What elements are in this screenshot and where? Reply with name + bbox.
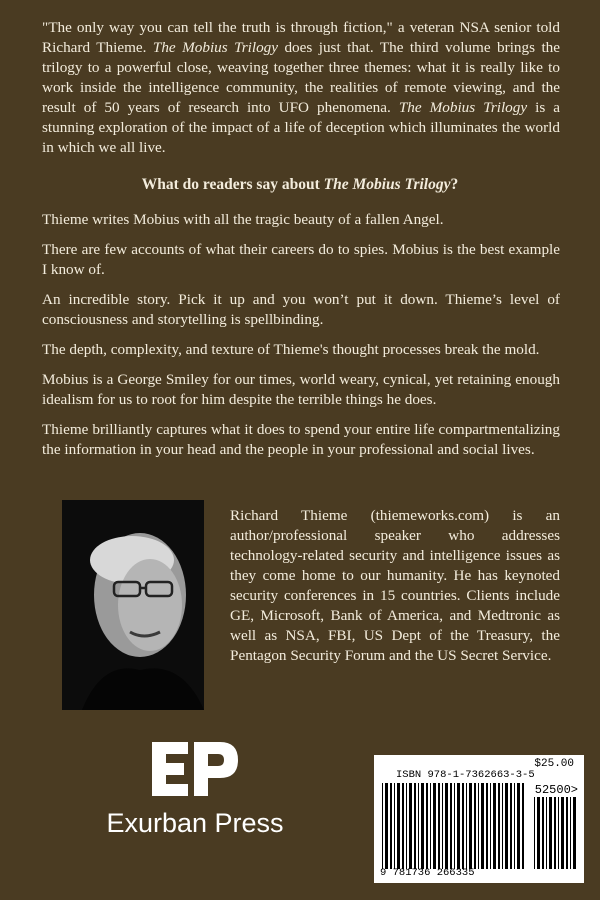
intro-text-2: does just that. The third volume brings the trilogy to a powerful close, weaving together three themes: what it is really like to work inside the intelligence community, the realities of remote viewing, and the result of 50 years of research into UFO phenomena. [42,39,561,116]
addon-barcode-bars [534,797,578,869]
reviews-heading [0,176,600,194]
author-portrait-image [62,500,204,710]
review-quote: There are few accounts of what their careers do to spies. Mobius is the best example I know of. [42,241,560,278]
publisher-name: Exurban Press [106,808,284,838]
barcode-number: 9 781736 266335 [380,867,475,879]
review-quote: Thieme writes Mobius with all the tragic beauty of a fallen Angel. [42,211,444,228]
intro-title-2: The Mobius Trilogy [398,99,528,116]
intro-quote: "The only way you can tell the truth is through fiction," a veteran NSA senior told Richard Thieme. [42,19,560,56]
review-quote: Mobius is a George Smiley for our times, world weary, cynical, yet retaining enough idealism for us to root for him despite the terrible things he does. [42,371,560,408]
heading-title: The Mobius Trilogy [323,176,451,193]
price-addon-label: 52500> [534,783,578,797]
review-quote: Thieme brilliantly captures what it does to spend your entire life compartmentalizing the information in your head and the people in your professional and social lives. [42,421,560,458]
barcode-bars [382,783,528,869]
author-photo [62,500,204,710]
intro-title-1: The Mobius Trilogy [152,39,278,56]
isbn-label: ISBN 978-1-7362663-3-5 [396,769,535,781]
review-quote: An incredible story. Pick it up and you won’t put it down. Thieme’s level of consciousness and storytelling is spellbinding. [42,291,560,328]
isbn-barcode [374,755,584,883]
intro-text-3: is a stunning exploration of the impact of a life of deception which illuminates the world in which we all live. [42,99,560,156]
price-label: $25.00 [534,758,574,770]
heading-end: ? [450,176,459,193]
review-quote: The depth, complexity, and texture of Thieme's thought processes break the mold. [42,341,540,358]
intro-paragraph [42,18,560,158]
author-bio: Richard Thieme (thiemeworks.com) is an author/professional speaker who addresses technology-related security and intelligence issues as they come home to our humanity. He has keynoted security conferences in 15 countries. Clients include GE, Microsoft, Bank of America, and Medtronic as well as NSA, FBI, US Dept of the Treasury, the Pentagon Security Forum and the US Secret Service. [230,507,560,664]
ep-logo-icon [150,738,240,800]
heading-lead: What do readers say about [141,176,324,193]
publisher-logo [105,738,285,868]
